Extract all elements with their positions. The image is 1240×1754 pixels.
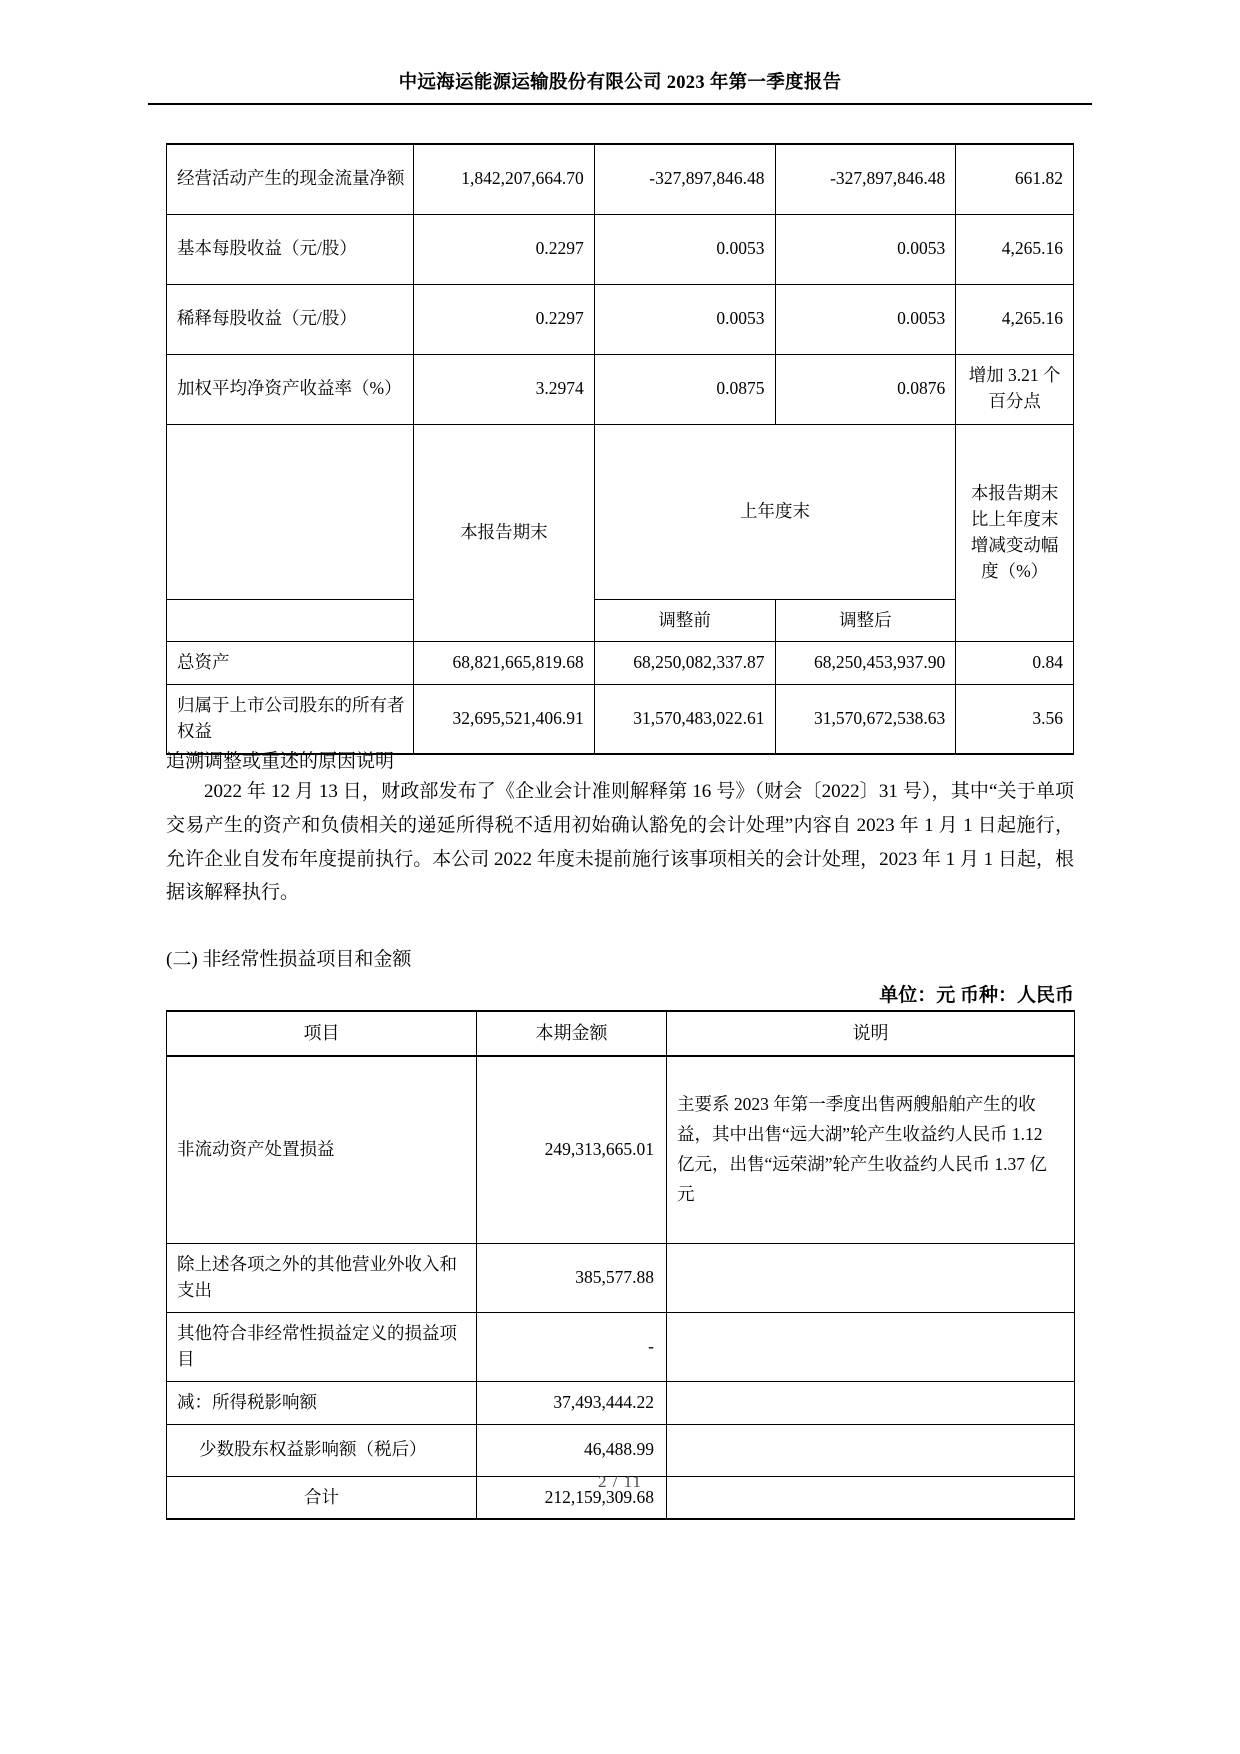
row-amount: 46,488.99 (477, 1424, 667, 1476)
table-row (167, 1244, 1075, 1313)
row-amount: 37,493,444.22 (477, 1381, 667, 1424)
row-label: 稀释每股收益（元/股） (167, 284, 414, 354)
row-value-current: 3.2974 (413, 354, 594, 424)
row-description (667, 1381, 1075, 1424)
row-description (667, 1244, 1075, 1313)
row-amount: 249,313,665.01 (477, 1056, 667, 1244)
table-row (167, 144, 1074, 214)
col-header-change-pct: 本报告期末比上年度末增减变动幅度（%） (956, 424, 1074, 642)
row-value-current: 0.2297 (413, 284, 594, 354)
row-label: 总资产 (167, 642, 414, 685)
col-subheader-after: 调整后 (775, 599, 956, 642)
row-amount: - (477, 1312, 667, 1381)
header-rule (148, 103, 1092, 105)
row-item-label: 减：所得税影响额 (167, 1381, 477, 1424)
row-label: 归属于上市公司股东的所有者权益 (167, 685, 414, 754)
table-group-header-row (167, 424, 1074, 599)
table-row (167, 685, 1074, 754)
row-amount: 385,577.88 (477, 1244, 667, 1313)
row-value-change: 0.84 (956, 642, 1074, 685)
row-value-before: 0.0053 (594, 214, 775, 284)
row-label: 基本每股收益（元/股） (167, 214, 414, 284)
row-value-current: 32,695,521,406.91 (413, 685, 594, 754)
row-value-after: -327,897,846.48 (775, 144, 956, 214)
table-row (167, 1381, 1075, 1424)
row-description (667, 1312, 1075, 1381)
row-value-change: 增加 3.21 个百分点 (956, 354, 1074, 424)
row-label: 经营活动产生的现金流量净额 (167, 144, 414, 214)
row-value-before: 68,250,082,337.87 (594, 642, 775, 685)
row-value-after: 0.0053 (775, 214, 956, 284)
table-row (167, 354, 1074, 424)
retro-adjustment-body: 2022 年 12 月 13 日，财政部发布了《企业会计准则解释第 16 号》（财会〔2022〕31 号），其中“关于单项交易产生的资产和负债相关的递延所得税不适用初始确认豁免的会计处理”内容自 2023 年 1 月 1 日起施行，允许企业自发布年度提前执行。本公司 2022 年度未提前施行该事项相关的会计处理，2023 年 1 月 1 日起，根据该解释执行。 (166, 781, 1074, 904)
row-label: 加权平均净资产收益率（%） (167, 354, 414, 424)
row-value-change: 4,265.16 (956, 284, 1074, 354)
retro-adjustment-title: 追溯调整或重述的原因说明 (166, 751, 395, 772)
empty-corner-cell (167, 424, 414, 599)
table-row (167, 1056, 1075, 1244)
row-value-before: -327,897,846.48 (594, 144, 775, 214)
col-subheader-before: 调整前 (594, 599, 775, 642)
section-heading-non-recurring: (二) 非经常性损益项目和金额 (166, 949, 412, 970)
row-value-change: 661.82 (956, 144, 1074, 214)
table-row (167, 214, 1074, 284)
row-item-label: 少数股东权益影响额（税后） (167, 1424, 477, 1476)
table-row (167, 1424, 1075, 1476)
row-description: 主要系 2023 年第一季度出售两艘船舶产生的收益，其中出售“远大湖”轮产生收益约人民币 1.12 亿元，出售“远荣湖”轮产生收益约人民币 1.37 亿元 (667, 1056, 1075, 1244)
row-item-label: 非流动资产处置损益 (167, 1056, 477, 1244)
row-item-label: 其他符合非经常性损益定义的损益项目 (167, 1312, 477, 1381)
row-value-change: 4,265.16 (956, 214, 1074, 284)
table-row (167, 284, 1074, 354)
row-value-after: 31,570,672,538.63 (775, 685, 956, 754)
row-value-before: 0.0875 (594, 354, 775, 424)
empty-corner-cell-2 (167, 599, 414, 642)
table-subheader-row (167, 599, 1074, 642)
row-value-before: 31,570,483,022.61 (594, 685, 775, 754)
row-description (667, 1424, 1075, 1476)
running-header: 中远海运能源运输股份有限公司 2023 年第一季度报告 (398, 73, 842, 93)
table-row (167, 1312, 1075, 1381)
col-header-description: 说明 (667, 1011, 1075, 1056)
row-value-after: 0.0876 (775, 354, 956, 424)
row-amount-total: 212,159,309.68 (477, 1476, 667, 1519)
row-value-before: 0.0053 (594, 284, 775, 354)
row-value-after: 68,250,453,937.90 (775, 642, 956, 685)
row-item-label-total: 合计 (167, 1476, 477, 1519)
col-header-last-year-end: 上年度末 (594, 424, 956, 599)
row-value-current: 68,821,665,819.68 (413, 642, 594, 685)
table-row (167, 642, 1074, 685)
non-recurring-items-table (166, 1010, 1075, 1520)
row-value-change: 3.56 (956, 685, 1074, 754)
key-financial-indicators-table (166, 143, 1074, 755)
col-header-item: 项目 (167, 1011, 477, 1056)
unit-currency-note: 单位：元 币种：人民币 (879, 985, 1074, 1006)
row-item-label: 除上述各项之外的其他营业外收入和支出 (167, 1244, 477, 1313)
table-header-row (167, 1011, 1075, 1056)
row-value-after: 0.0053 (775, 284, 956, 354)
col-header-amount: 本期金额 (477, 1011, 667, 1056)
col-header-period-end: 本报告期末 (413, 424, 594, 642)
row-value-current: 0.2297 (413, 214, 594, 284)
row-value-current: 1,842,207,664.70 (413, 144, 594, 214)
page-number-footer: 2 / 11 (597, 1472, 643, 1491)
